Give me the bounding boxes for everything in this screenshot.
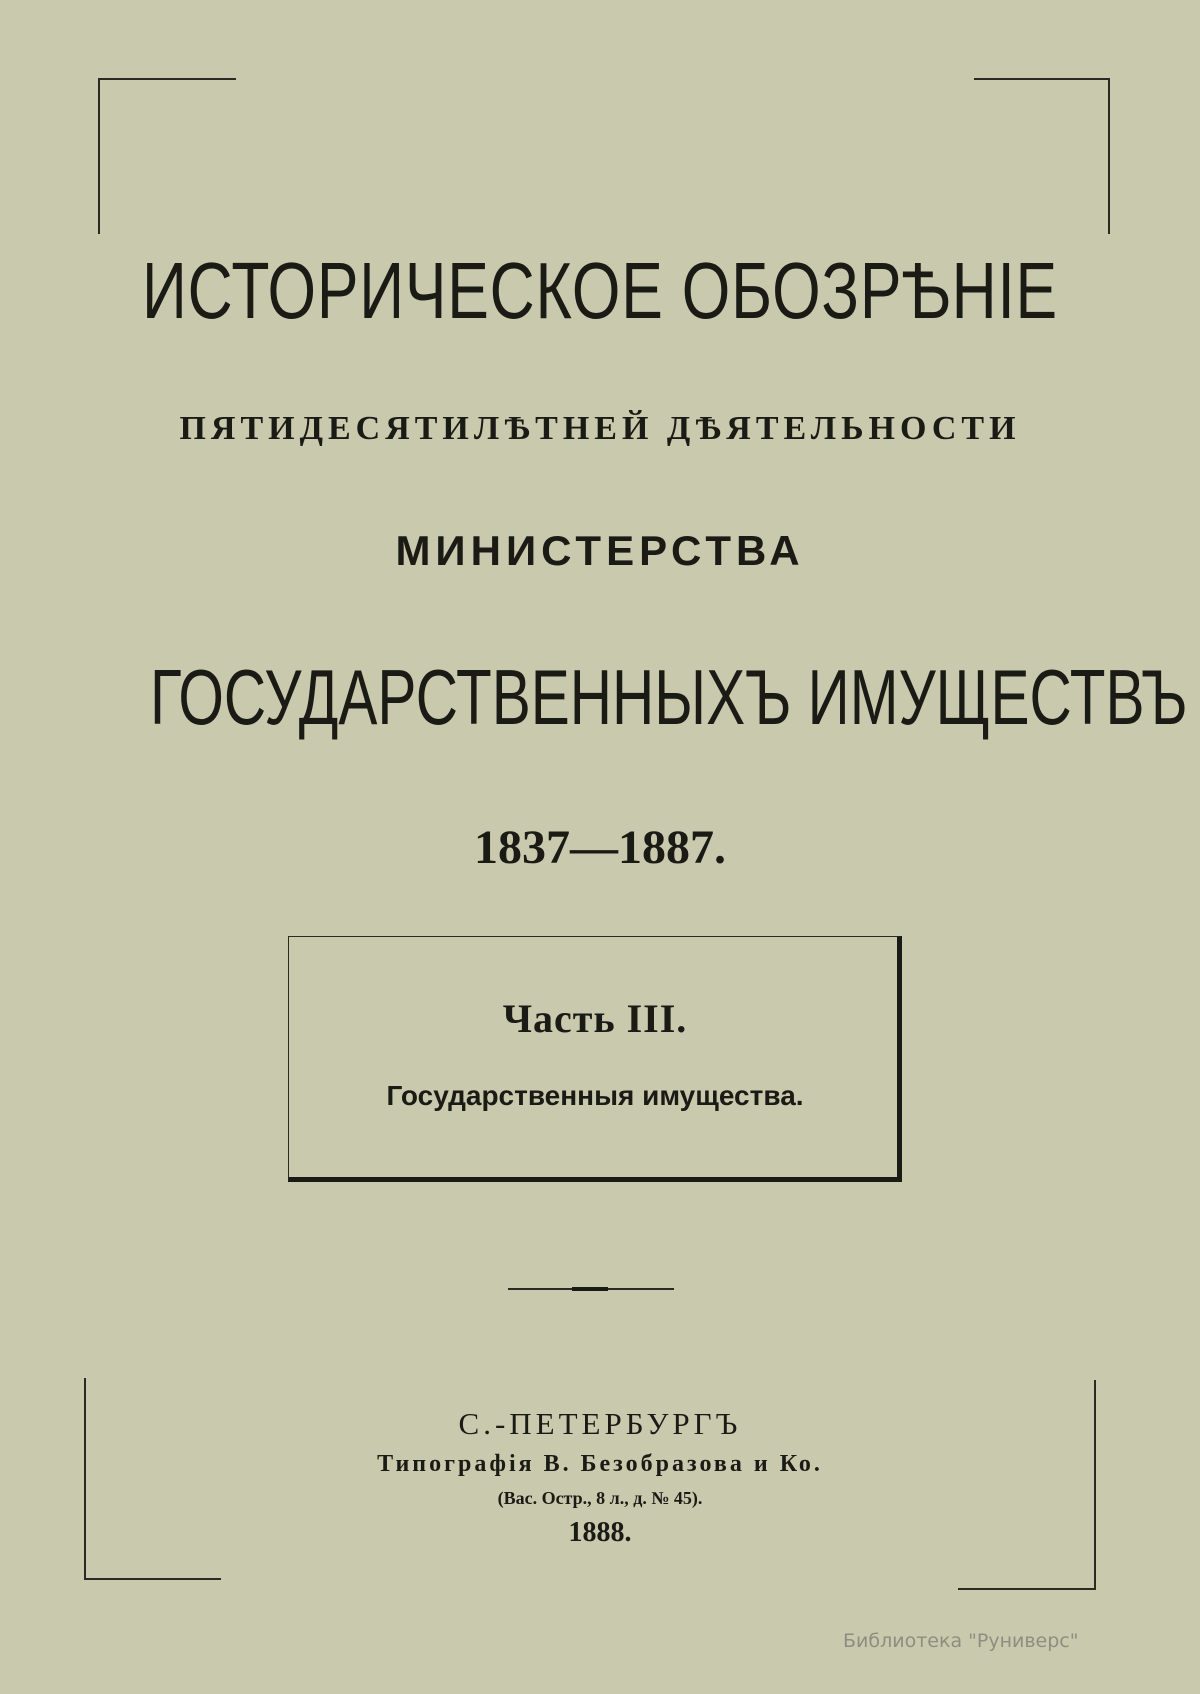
corner-frame-top-right — [974, 78, 1110, 234]
book-subtitle: ПЯТИДЕСЯТИЛѢТНЕЙ ДѢЯТЕЛЬНОСТИ — [179, 410, 1021, 447]
part-number: Часть III. — [502, 996, 688, 1041]
state-property-heading: ГОСУДАРСТВЕННЫХЪ ИМУЩЕСТВЪ — [150, 653, 1188, 741]
part-box — [288, 936, 902, 1182]
divider-center-mark — [572, 1287, 608, 1291]
imprint-city: С.-ПЕТЕРБУРГЪ — [458, 1406, 742, 1441]
book-title: ИСТОРИЧЕСКОЕ ОБОЗРѢНІЕ — [142, 246, 1058, 335]
ministry-heading: МИНИСТЕРСТВА — [395, 527, 805, 574]
year-range: 1837—1887. — [474, 821, 726, 874]
imprint-year: 1888. — [568, 1517, 632, 1548]
library-watermark: Библиотека "Руниверс" — [843, 1630, 1079, 1652]
corner-frame-top-left — [98, 78, 236, 234]
imprint-address: (Вас. Остр., 8 л., д. № 45). — [497, 1488, 703, 1508]
part-title: Государственныя имущества. — [386, 1080, 804, 1111]
imprint-printer: Типографія В. Безобразова и Ко. — [377, 1451, 823, 1477]
